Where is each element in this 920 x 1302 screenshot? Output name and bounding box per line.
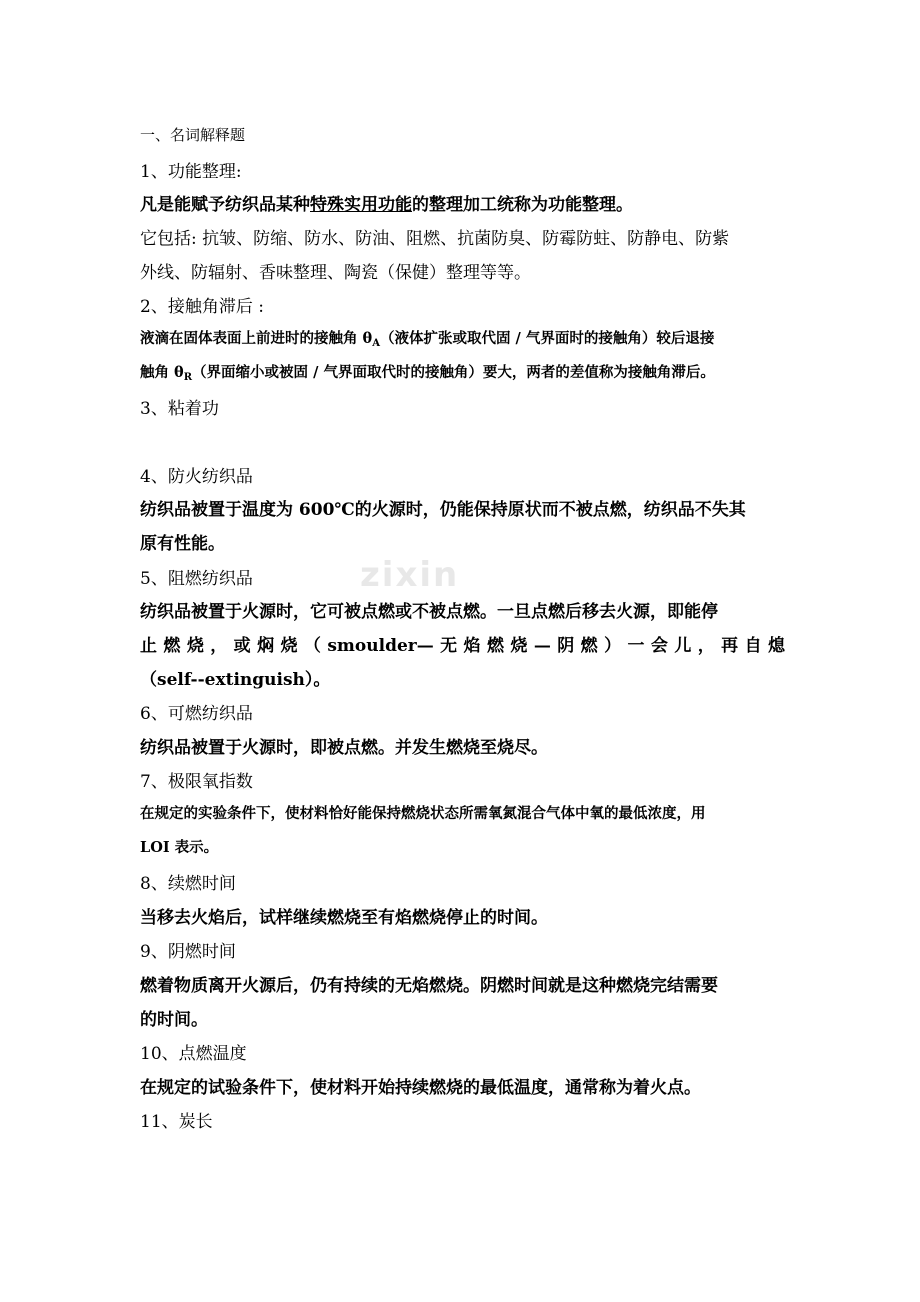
- section-title: 一、名词解释题: [140, 126, 246, 144]
- item-definition-5a: 纺织品被置于火源时，它可被点燃或不被点燃。一旦点燃后移去火源，即能停: [140, 602, 718, 622]
- item-definition-9a: 燃着物质离开火源后，仍有持续的无焰燃烧。阴燃时间就是这种燃烧完结需要: [140, 976, 718, 996]
- item-definition-5c: （self--extinguish）。: [140, 670, 331, 690]
- item-definition-7b: LOI 表示。: [140, 839, 219, 856]
- watermark: zixin: [360, 555, 460, 595]
- item-definition-10: 在规定的试验条件下，使材料开始持续燃烧的最低温度，通常称为着火点。: [140, 1078, 701, 1098]
- item-definition-7a: 在规定的实验条件下，使材料恰好能保持燃烧状态所需氧氮混合气体中氧的最低浓度，用: [140, 805, 706, 822]
- item-heading-9: 9、阴燃时间: [140, 942, 236, 962]
- item-definition-2b: 触角 $\theta_R$（界面缩小或被固 / 气界面取代时的接触角）要大，两者的差值称为接触角滞后。: [140, 364, 715, 383]
- item-heading-8: 8、续燃时间: [140, 874, 236, 894]
- item-definition-2a: 液滴在固体表面上前进时的接触角 $\theta_A$（液体扩张或取代固 / 气界面时的接触角）较后退接: [140, 330, 715, 349]
- item-heading-11: 11、炭长: [140, 1112, 213, 1132]
- item-heading-1: 1、功能整理:: [140, 162, 242, 182]
- item-heading-4: 4、防火纺织品: [140, 467, 253, 487]
- item-heading-10: 10、点燃温度: [140, 1044, 247, 1064]
- item-definition-4b: 原有性能。: [140, 534, 225, 554]
- item-extra-1b: 外线、防辐射、香味整理、陶瓷（保健）整理等等。: [140, 263, 531, 283]
- item-heading-5: 5、阻燃纺织品: [140, 569, 253, 589]
- item-definition-9b: 的时间。: [140, 1010, 208, 1030]
- item-heading-6: 6、可燃纺织品: [140, 704, 253, 724]
- item-definition-4a: 纺织品被置于温度为 600℃的火源时，仍能保持原状而不被点燃，纺织品不失其: [140, 500, 746, 520]
- item-heading-3: 3、粘着功: [140, 399, 219, 419]
- item-definition-5b: 止燃烧，或焖烧（smoulder—无焰燃烧—阴燃）一会儿，再自熄: [140, 636, 785, 656]
- underlined-term: 特殊实用功能: [310, 195, 412, 215]
- item-extra-1a: 它包括: 抗皱、防缩、防水、防油、阻燃、抗菌防臭、防霉防蛀、防静电、防紫: [140, 229, 730, 249]
- item-definition-6: 纺织品被置于火源时，即被点燃。并发生燃烧至烧尽。: [140, 738, 548, 758]
- item-heading-7: 7、极限氧指数: [140, 772, 253, 792]
- item-heading-2: 2、接触角滞后 :: [140, 297, 264, 317]
- item-definition-8: 当移去火焰后，试样继续燃烧至有焰燃烧停止的时间。: [140, 908, 548, 928]
- item-definition-1: 凡是能赋予纺织品某种特殊实用功能的整理加工统称为功能整理。: [140, 195, 633, 215]
